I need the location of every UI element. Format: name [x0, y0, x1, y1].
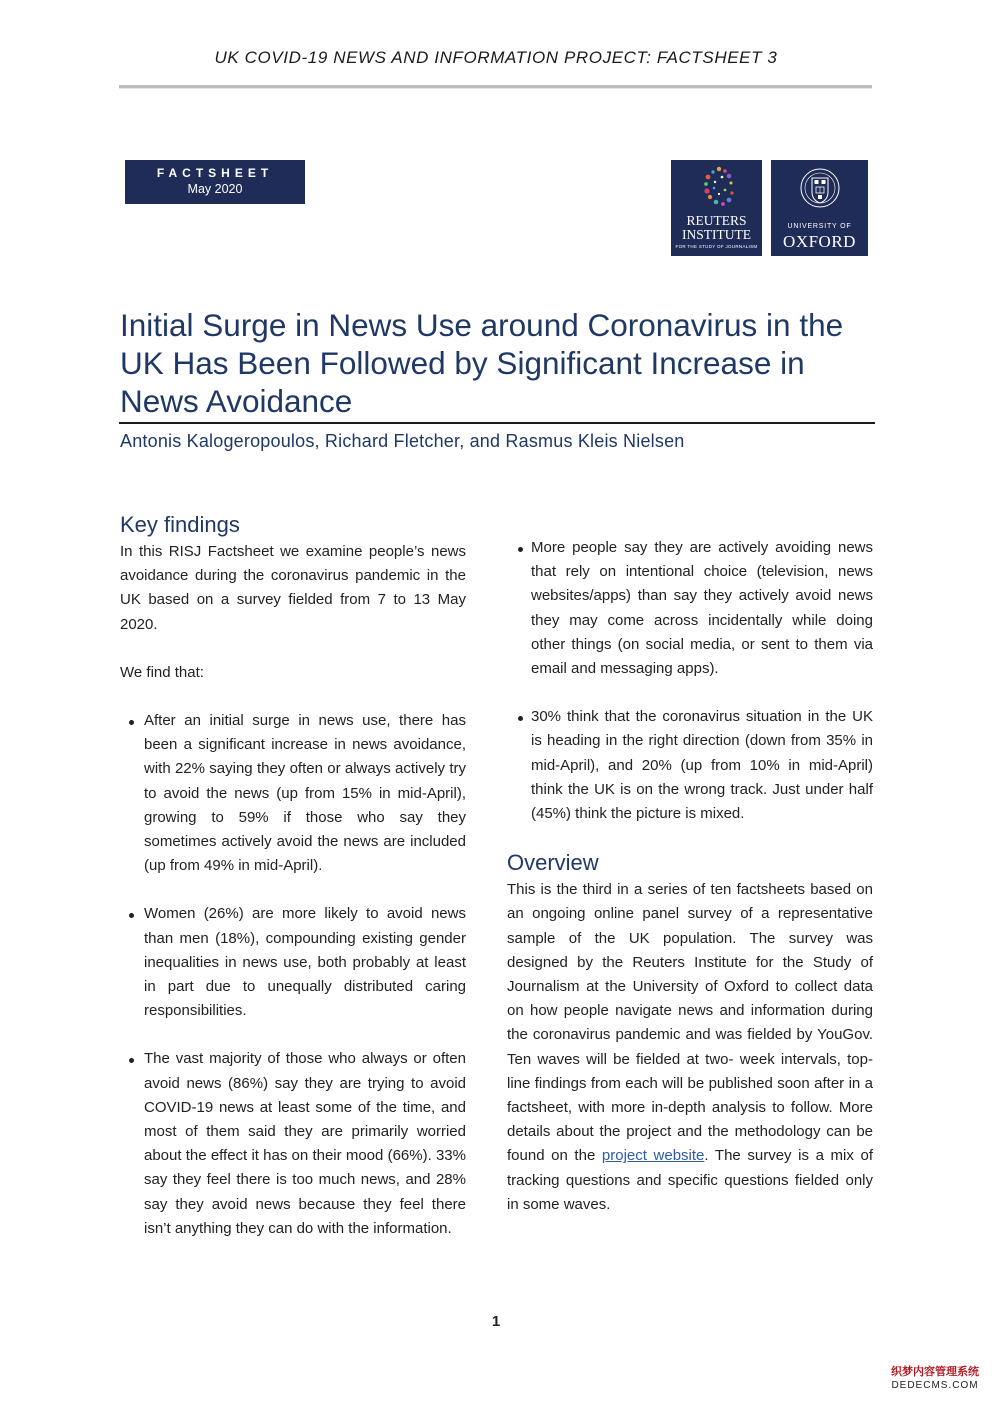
overview-text-end: . The survey is a mix of tracking questions and specific questions fielded only in some waves. — [507, 1147, 873, 1213]
key-findings-intro: In this RISJ Factsheet we examine people’s news avoidance during the coronavirus pandemic in the UK based on a survey fielded from 7 to 13 May 2020. — [120, 543, 466, 633]
bullet-icon — [129, 1058, 134, 1063]
oxford-logo-name: OXFORD — [783, 232, 856, 251]
overview-text-start: This is the third in a series of ten factsheets based on an ongoing online panel survey of a representative sample of the UK population. The survey was designed by the Reuters Institute for the Study of Journalism at the University of Oxford to collect data on how people navigate news and information during the coronavirus pandemic and was fielded by YouGov. Ten waves will be fielded at two- week intervals, top-line findings from each will be published soon after in a factsheet, with more in-depth analysis to follow. More details about the project and the methodology can be found on the — [507, 881, 873, 1165]
bullet-icon — [518, 716, 523, 721]
overview-text — [507, 878, 873, 1217]
finding-bullet — [120, 902, 466, 1023]
overview-heading: Overview — [507, 850, 599, 876]
oxford-logo-sub: UNIVERSITY OF — [787, 223, 852, 230]
bullet-icon — [129, 720, 134, 725]
key-findings-heading: Key findings — [120, 512, 240, 537]
bullet-icon — [129, 913, 134, 918]
site-watermark — [878, 1366, 992, 1392]
badge-date: May 2020 — [187, 182, 243, 196]
project-website-link[interactable]: project website — [601, 1147, 705, 1165]
finding-text: More people say they are actively avoiding news that rely on intentional choice (television, news websites/apps) than say they actively avoid news they may come across incidentally while doing other things (on social media, or sent to them via email and messaging apps). — [531, 539, 873, 678]
finding-text: 30% think that the coronavirus situation in the UK is heading in the right direction (down from 35% in mid-April), and 20% (up from 10% in mid-April) think the UK is on the wrong track. Just under half (45%) think the picture is mixed. — [531, 708, 873, 823]
bullet-icon — [518, 547, 523, 552]
finding-text: Women (26%) are more likely to avoid news than men (18%), compounding existing gender inequalities in news use, both probably at least in part due to unequally distributed caring responsibilities. — [144, 905, 466, 1020]
reuters-logo-sub: FOR THE STUDY OF JOURNALISM — [675, 244, 758, 249]
reuters-dots-icon — [697, 164, 737, 212]
overview-section — [507, 848, 873, 1217]
authors: Antonis Kalogeropoulos, Richard Fletcher, and Rasmus Kleis Nielsen — [120, 431, 685, 451]
finding-text: After an initial surge in news use, there has been a significant increase in news avoidance, with 22% saying they often or always actively try to avoid the news (up from 15% in mid-April), growing to 59% if those who say they sometimes actively avoid the news are included (up from 49% in mid-April). — [144, 712, 466, 875]
page-number: 1 — [491, 1313, 501, 1330]
page-title: Initial Surge in News Use around Coronavirus in the UK Has Been Followed by Significant Increase in News Avoidance — [120, 307, 844, 419]
reuters-institute-logo — [671, 160, 762, 256]
finding-bullet — [507, 705, 873, 826]
watermark-line2: DEDECMS.COM — [891, 1380, 979, 1391]
university-of-oxford-logo — [771, 160, 868, 256]
factsheet-badge — [125, 160, 305, 204]
badge-title: FACTSHEET — [156, 166, 274, 180]
key-findings-lead: We find that: — [120, 663, 204, 681]
reuters-logo-line1: REUTERS — [686, 213, 747, 228]
oxford-crest-icon — [799, 166, 841, 214]
finding-bullet — [120, 1047, 466, 1241]
left-column — [120, 510, 466, 1241]
running-head: UK COVID-19 NEWS AND INFORMATION PROJECT: FACTSHEET 3 — [214, 48, 778, 67]
header-divider — [119, 85, 872, 89]
watermark-line1: 织梦内容管理系统 — [891, 1366, 979, 1378]
right-column — [507, 536, 873, 1217]
finding-bullet — [507, 536, 873, 681]
finding-text: The vast majority of those who always or often avoid news (86%) say they are trying to avoid COVID-19 news at least some of the time, and most of them said they are primarily worried about the effect it has on their mood (66%). 33% say they feel there is too much news, and 28% say they avoid news because they feel there isn’t anything they can do with the information. — [144, 1050, 466, 1237]
title-divider — [119, 422, 875, 424]
finding-bullet — [120, 709, 466, 878]
reuters-logo-line2: INSTITUTE — [682, 227, 751, 242]
